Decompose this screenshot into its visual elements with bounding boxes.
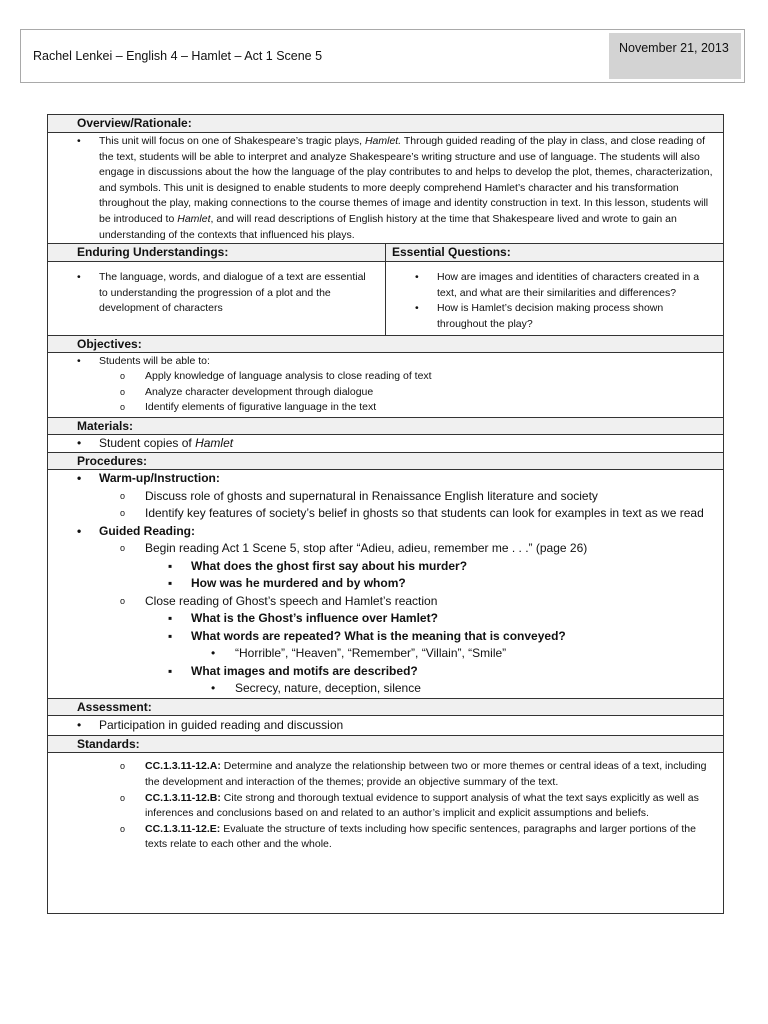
enduring-heading: Enduring Understandings: <box>48 244 385 261</box>
assessment-item: • Participation in guided reading and discussion <box>48 717 723 735</box>
overview-title-italic: Hamlet. <box>364 135 402 147</box>
materials-item-italic: Hamlet <box>195 435 234 450</box>
standard-item <box>48 822 723 853</box>
guided-question: ▪ What does the ghost first say about his murder? <box>48 558 723 576</box>
objective-item: o Identify elements of figurative language in the text <box>48 400 723 416</box>
guided-answer: • Secrecy, nature, deception, silence <box>48 680 723 698</box>
overview-title-italic-2: Hamlet <box>177 212 211 225</box>
objectives-heading: Objectives: <box>48 335 723 352</box>
essential-item: • How is Hamlet’s decision making process shown throughout the play? <box>386 301 723 332</box>
essential-heading: Essential Questions: <box>386 244 723 261</box>
materials-heading: Materials: <box>48 417 723 434</box>
guided-question: ▪ What words are repeated? What is the meaning that is conveyed? <box>48 628 723 646</box>
overview-paragraph <box>48 134 723 243</box>
enduring-body <box>48 261 385 325</box>
objectives-body <box>48 352 723 417</box>
procedures-heading: Procedures: <box>48 452 723 469</box>
objectives-intro: • Students will be able to: <box>48 354 723 370</box>
guided-step: o Begin reading Act 1 Scene 5, stop after “Adieu, adieu, remember me . . .” (page 26) <box>48 540 723 558</box>
standards-heading: Standards: <box>48 735 723 752</box>
overview-text-b: Through guided reading of the play in class, and close reading of the text, students will be able to interpret and analyze Shakespeare’s writing structure and use of language. The students will also engage in discussions about the how the language of the play contributes to and helps to develop the plot, themes, characterization, and symbols. This unit is designed to enable students to more deeply comprehend Hamlet’s character and his transformation throughout the play, making connections to the course themes of image and identity construction in text. In this lesson, students will be introduced to <box>99 135 713 225</box>
guided-question: ▪ How was he murdered and by whom? <box>48 575 723 593</box>
header-date: November 21, 2013 <box>609 33 741 79</box>
materials-item-text: Student copies of <box>99 435 196 450</box>
document-header <box>20 29 745 83</box>
overview-text-a: This unit will focus on one of Shakespeare’s tragic plays, <box>99 135 365 147</box>
standard-item <box>48 759 723 790</box>
standard-item <box>48 791 723 822</box>
overview-body <box>48 132 723 243</box>
standards-body <box>48 752 723 859</box>
warmup-label: • Warm-up/Instruction: <box>48 470 723 488</box>
assessment-body <box>48 715 723 736</box>
overview-text-c: , and will read descriptions of English history at the time that Shakespeare lived and wrote to gain an understanding of the contexts that influenced his plays. <box>99 212 677 241</box>
warmup-item: o Identify key features of society’s belief in ghosts so that students can look for examples in text as we read <box>48 505 723 523</box>
objective-item: o Analyze character development through dialogue <box>48 385 723 401</box>
standard-text: Evaluate the structure of texts including how specific sentences, paragraphs and larger portions of the texts relate to each other and the whole. <box>145 822 696 851</box>
materials-item <box>48 435 723 453</box>
header-title: Rachel Lenkei – English 4 – Hamlet – Act 1 Scene 5 <box>33 49 323 63</box>
lesson-plan-table <box>47 114 724 914</box>
standard-code: CC.1.3.11-12.E: <box>145 822 221 835</box>
standard-text: Determine and analyze the relationship between two or more themes or central ideas of a text, including the development and interaction of the themes; provide an objective summary of the text. <box>145 760 707 788</box>
standard-code: CC.1.3.11-12.B: <box>145 791 221 804</box>
overview-heading: Overview/Rationale: <box>48 115 723 132</box>
standard-code: CC.1.3.11-12.A: <box>145 760 221 773</box>
procedures-body <box>48 469 723 698</box>
essential-column <box>386 244 723 334</box>
guided-question: ▪ What images and motifs are described? <box>48 663 723 681</box>
guided-label: • Guided Reading: <box>48 523 723 541</box>
enduring-column <box>48 244 386 334</box>
materials-body <box>48 434 723 453</box>
objective-item: o Apply knowledge of language analysis to close reading of text <box>48 369 723 385</box>
assessment-heading: Assessment: <box>48 698 723 715</box>
essential-item: • How are images and identities of characters created in a text, and what are their similarities and differences? <box>386 270 723 301</box>
understandings-questions-row <box>48 243 723 334</box>
enduring-item: • The language, words, and dialogue of a text are essential to understanding the progression of a plot and the development of characters <box>48 270 385 317</box>
guided-step: o Close reading of Ghost’s speech and Hamlet’s reaction <box>48 593 723 611</box>
standard-text: Cite strong and thorough textual evidence to support analysis of what the text says explicitly as well as inferences and conclusions based on and related to an author’s implicit and explicit assumptions and beliefs. <box>145 791 699 820</box>
warmup-item: o Discuss role of ghosts and supernatural in Renaissance English literature and society <box>48 488 723 506</box>
guided-question: ▪ What is the Ghost’s influence over Hamlet? <box>48 610 723 628</box>
guided-answer: • “Horrible”, “Heaven”, “Remember”, “Villain”, “Smile” <box>48 645 723 663</box>
essential-body <box>386 261 723 334</box>
